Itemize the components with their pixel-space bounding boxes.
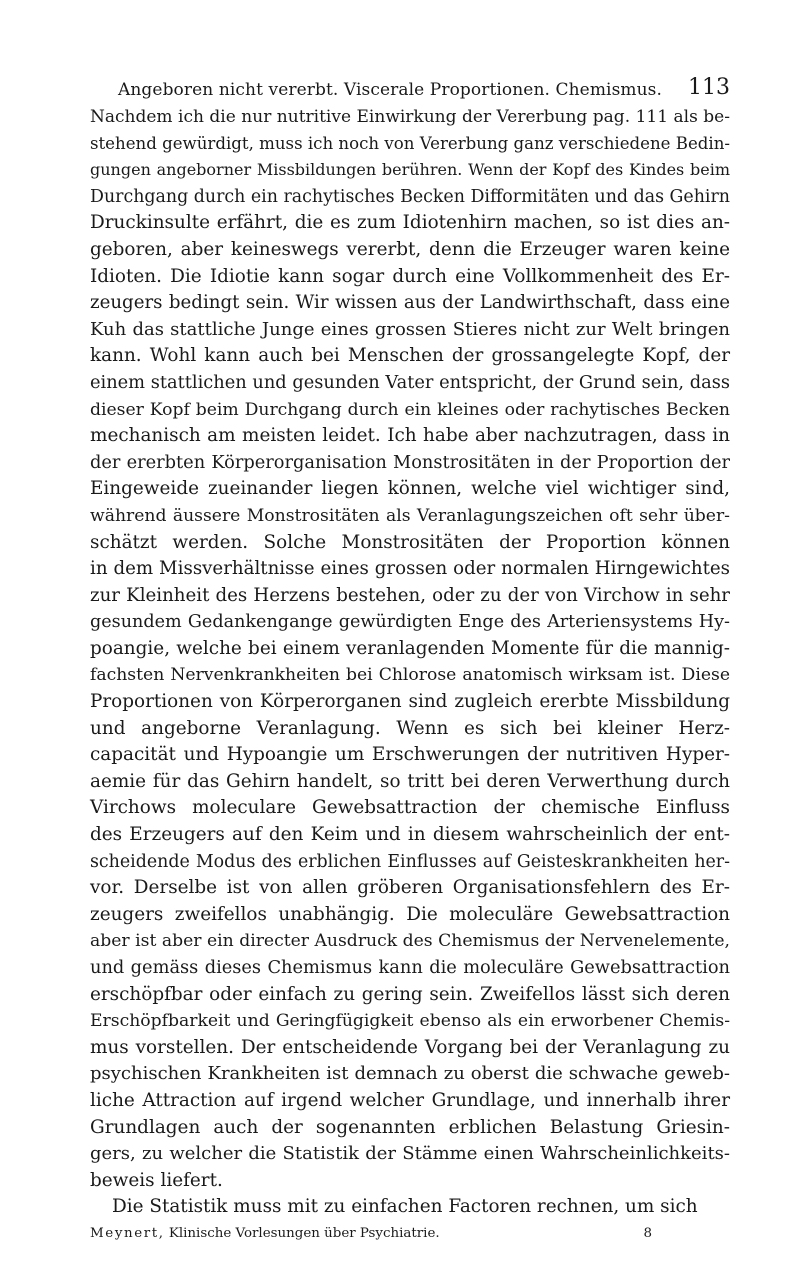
text-line: poangie, welche bei einem veranlagenden Momente für die mannig-: [90, 637, 730, 659]
text-line: Kuh das stattliche Junge eines grossen Stieres nicht zur Welt bringen: [90, 318, 730, 340]
text-line: Erschöpfbarkeit und Geringfügigkeit ebenso als ein erworbener Chemis-: [90, 1011, 730, 1032]
text-line: schätzt werden. Solche Monstrositäten der Proportion können: [90, 531, 730, 553]
text-line: psychischen Krankheiten ist demnach zu oberst die schwache geweb-: [90, 1063, 730, 1085]
text-line: zeugers bedingt sein. Wir wissen aus der Landwirthschaft, dass eine: [90, 292, 730, 314]
text-line: Durchgang durch ein rachytisches Becken Difformitäten und das Gehirn: [90, 186, 730, 207]
text-line: aber ist aber ein directer Ausdruck des Chemismus der Nervenelemente,: [90, 931, 730, 952]
text-line: Nachdem ich die nur nutritive Einwirkung der Vererbung pag. 111 als be-: [90, 107, 730, 127]
text-line: Grundlagen auch der sogenannten erblichen Belastung Griesin-: [90, 1116, 730, 1138]
text-line: mechanisch am meisten leidet. Ich habe aber nachzutragen, dass in: [90, 425, 730, 447]
text-line: und angeborne Veranlagung. Wenn es sich bei kleiner Herz-: [90, 717, 730, 739]
footer-signature-line: [90, 1223, 652, 1245]
text-line: des Erzeugers auf den Keim und in diesem wahrscheinlich der ent-: [90, 824, 730, 846]
text-line: dieser Kopf beim Durchgang durch ein kleines oder rachytisches Becken: [90, 399, 730, 420]
text-line: mus vorstellen. Der entscheidende Vorgang bei der Veranlagung zu: [90, 1036, 730, 1058]
text-line: Eingeweide zueinander liegen können, welche viel wichtiger sind,: [90, 478, 730, 500]
text-line: einem stattlichen und gesunden Vater entspricht, der Grund sein, dass: [90, 371, 730, 393]
text-line: kann. Wohl kann auch bei Menschen der grossangelegte Kopf, der: [90, 345, 730, 367]
text-line: zur Kleinheit des Herzens bestehen, oder zu der von Virchow in sehr: [90, 584, 730, 606]
text-line: und gemäss dieses Chemismus kann die moleculäre Gewebsattraction: [90, 957, 730, 978]
running-head: [118, 75, 730, 105]
printer-signature-mark: 8: [643, 1226, 652, 1241]
text-line: stehend gewürdigt, muss ich noch von Vererbung ganz verschiedene Bedin-: [90, 133, 730, 153]
text-line: geboren, aber keineswegs vererbt, denn die Erzeuger waren keine: [90, 238, 730, 260]
page-number: 113: [688, 75, 730, 100]
text-line: capacität und Hypoangie um Erschwerungen der nutritiven Hyper-: [90, 744, 730, 766]
text-line: aemie für das Gehirn handelt, so tritt bei deren Verwerthung durch: [90, 770, 730, 792]
text-line: Virchows moleculare Gewebsattraction der chemische Einfluss: [90, 797, 730, 819]
text-line: Druckinsulte erfährt, die es zum Idiotenhirn machen, so ist dies an-: [90, 212, 730, 234]
text-line: fachsten Nervenkrankheiten bei Chlorose anatomisch wirksam ist. Diese: [90, 665, 730, 686]
text-line: während äussere Monstrositäten als Veranlagungszeichen oft sehr über-: [90, 505, 730, 526]
text-line: der ererbten Körperorganisation Monstrositäten in der Proportion der: [90, 451, 730, 473]
text-line: gers, zu welcher die Statistik der Stämme einen Wahrscheinlichkeits-: [90, 1143, 730, 1165]
text-line: erschöpfbar oder einfach zu gering sein. Zweifellos lässt sich deren: [90, 983, 730, 1005]
running-title: Angeboren nicht vererbt. Viscerale Proportionen. Chemismus.: [118, 80, 663, 100]
footer-work-title: Klinische Vorlesungen über Psychiatrie.: [168, 1226, 440, 1241]
text-line: vor. Derselbe ist von allen gröberen Organisationsfehlern des Er-: [90, 877, 730, 899]
text-line: beweis liefert.: [90, 1169, 223, 1191]
text-line: scheidende Modus des erblichen Einflusses auf Geisteskrankheiten her-: [90, 851, 730, 872]
footer-author: Meynert,: [90, 1226, 165, 1241]
text-line: zeugers zweifellos unabhängig. Die moleculäre Gewebsattraction: [90, 903, 730, 925]
text-line: Die Statistik muss mit zu einfachen Factoren rechnen, um sich: [112, 1196, 698, 1218]
body-text: [90, 104, 730, 1221]
text-line: gungen angeborner Missbildungen berühren. Wenn der Kopf des Kindes beim: [90, 160, 730, 180]
text-line: gesundem Gedankengange gewürdigten Enge des Arteriensystems Hy-: [90, 612, 730, 633]
text-line: Idioten. Die Idiotie kann sogar durch eine Vollkommenheit des Er-: [90, 265, 730, 287]
text-line: Proportionen von Körperorganen sind zugleich ererbte Missbildung: [90, 691, 730, 713]
text-line: liche Attraction auf irgend welcher Grundlage, und innerhalb ihrer: [90, 1089, 730, 1111]
text-line: in dem Missverhältnisse eines grossen oder normalen Hirngewichtes: [90, 558, 730, 580]
